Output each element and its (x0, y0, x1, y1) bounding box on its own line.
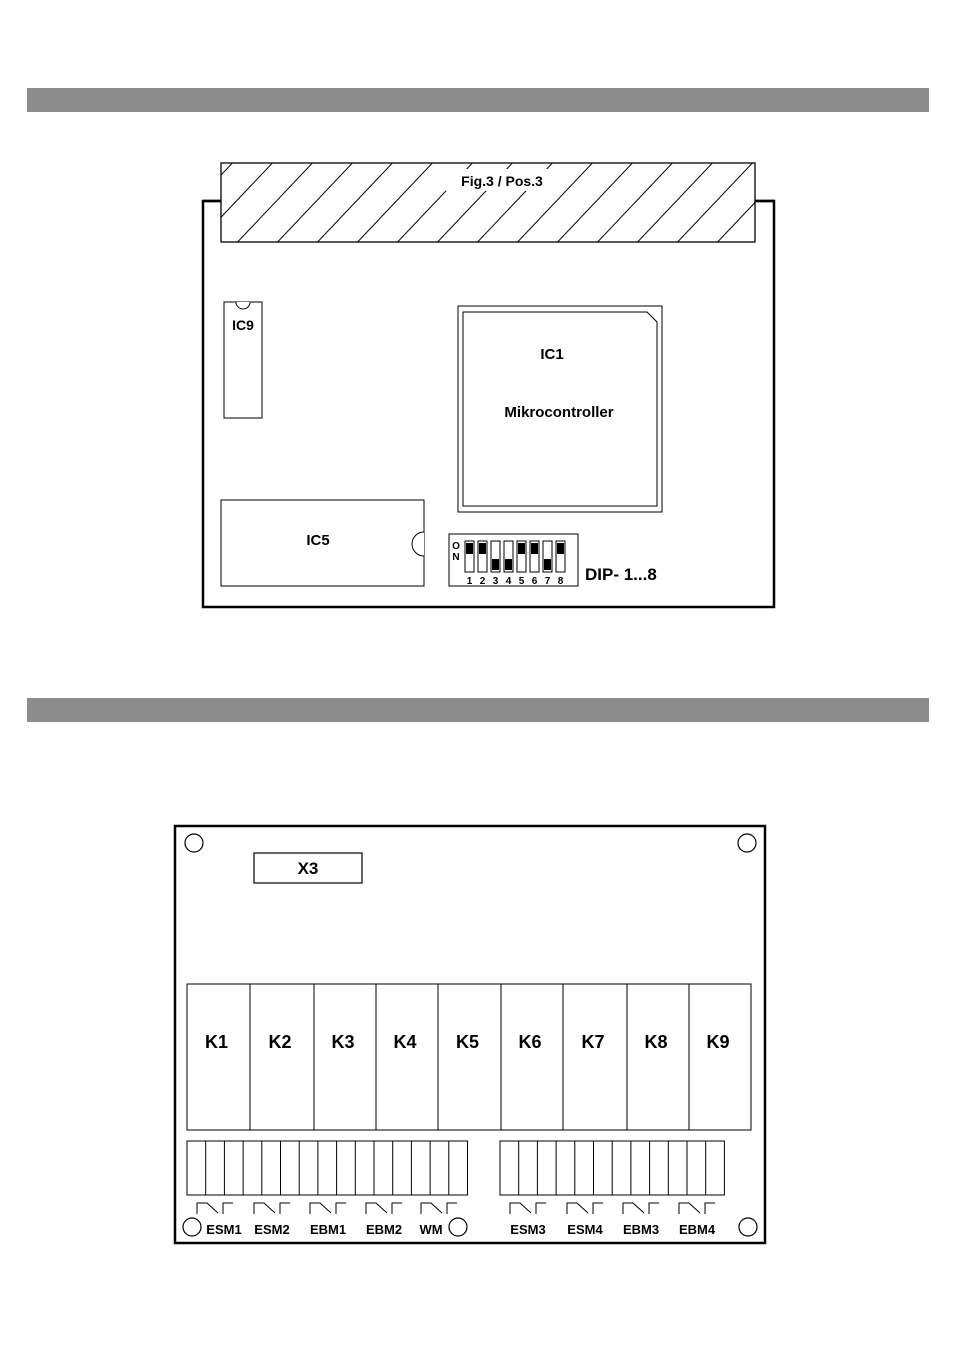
dip-on-letter-o: O (452, 541, 460, 552)
control-board-diagram (150, 155, 880, 607)
dip-switch-7 (543, 541, 552, 572)
relay-label: K1 (204, 1032, 229, 1052)
mounting-hole-bottom-right (739, 1218, 757, 1236)
dip-number-label: 5 (518, 576, 525, 587)
ic9-label: IC9 (232, 317, 254, 333)
ic1-label: IC1 (540, 346, 564, 363)
dip-switch-block (449, 534, 578, 587)
ic5-chip (221, 500, 424, 586)
dip-number-label: 8 (557, 576, 564, 587)
output-label: ESM1 (206, 1222, 242, 1237)
dip-on-letter-n: N (452, 552, 460, 563)
output-label: EBM1 (309, 1222, 347, 1237)
relay-label: K2 (268, 1032, 292, 1052)
ic1-chip (458, 306, 662, 512)
connector-label: Fig.3 / Pos.3 (461, 173, 543, 189)
connector-hatched (150, 155, 880, 250)
output-label: ESM4 (567, 1222, 603, 1237)
relay-label: K3 (331, 1032, 355, 1052)
relay-label: K6 (518, 1032, 542, 1052)
dip-number-label: 2 (479, 576, 486, 587)
ic9-chip (224, 302, 262, 418)
terminal-block-left (187, 1141, 468, 1195)
relay-contact-symbol (510, 1203, 546, 1214)
relay-label: K5 (455, 1032, 480, 1052)
x3-label: X3 (297, 859, 319, 878)
relay-contact-symbol (567, 1203, 603, 1214)
mounting-hole-bottom-middle (449, 1218, 467, 1236)
dip-switch-6 (530, 541, 539, 572)
relay-label: K8 (644, 1032, 668, 1052)
dip-number-label: 1 (466, 576, 473, 587)
relay-contact-symbol (366, 1203, 402, 1214)
dip-switch-2 (478, 541, 487, 572)
dip-switch-5 (517, 541, 526, 572)
dip-switch-3 (491, 541, 500, 572)
dip-number-label: 7 (544, 576, 551, 587)
relay-contact-symbol (197, 1203, 233, 1214)
relay-contact-symbol (254, 1203, 290, 1214)
relay-label: K9 (706, 1032, 730, 1052)
relay-row (187, 984, 751, 1130)
output-label: ESM3 (510, 1222, 546, 1237)
output-label: ESM2 (254, 1222, 290, 1237)
output-label: EBM2 (365, 1222, 403, 1237)
dip-switch-8 (556, 541, 565, 572)
relay-contact-symbol (679, 1203, 715, 1214)
relay-label: K4 (393, 1032, 417, 1052)
output-label: EBM4 (678, 1222, 716, 1237)
relay-contact-symbol (623, 1203, 659, 1214)
relay-contact-symbol (421, 1203, 457, 1214)
dip-switch-1 (465, 541, 474, 572)
mounting-hole-bottom-left (183, 1218, 201, 1236)
dip-number-label: 3 (492, 576, 499, 587)
output-label: WM (419, 1222, 443, 1237)
x3-connector (254, 853, 362, 883)
relay-board-diagram (175, 826, 765, 1243)
dip-number-label: 4 (505, 576, 512, 587)
ic5-label: IC5 (306, 532, 330, 549)
dip-switch-label: DIP- 1...8 (585, 565, 657, 584)
ic1-description: Mikrocontroller (504, 404, 614, 421)
dip-switch-4 (504, 541, 513, 572)
relay-label: K7 (581, 1032, 605, 1052)
mounting-hole-top-right (738, 834, 756, 852)
relay-contact-symbol (310, 1203, 346, 1214)
mounting-hole-top-left (185, 834, 203, 852)
terminal-block-right (500, 1141, 724, 1195)
output-label: EBM3 (622, 1222, 660, 1237)
dip-number-label: 6 (531, 576, 538, 587)
